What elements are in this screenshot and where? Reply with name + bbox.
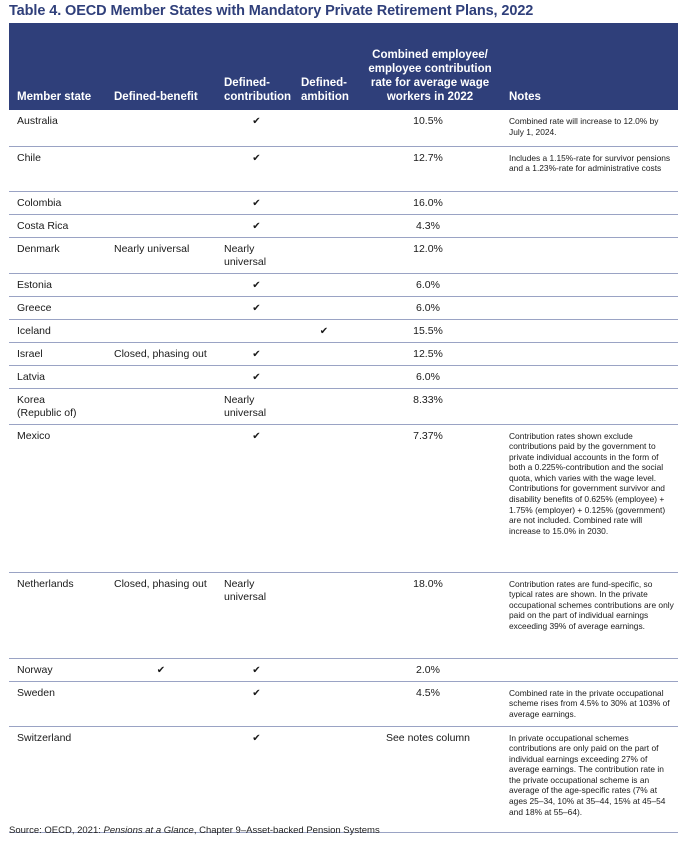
notes-cell xyxy=(501,319,678,342)
defined-contribution-checkmark-icon: ✔ xyxy=(216,342,297,365)
defined-benefit-cell: Nearly universal xyxy=(106,237,216,273)
defined-ambition-cell xyxy=(297,273,355,296)
notes-cell: Includes a 1.15%-rate for survivor pensions and a 1.23%-rate for administrative costs xyxy=(501,146,678,191)
defined-benefit-cell xyxy=(106,191,216,214)
defined-benefit-cell xyxy=(106,388,216,424)
table-row xyxy=(9,273,678,296)
defined-contribution-cell xyxy=(216,319,297,342)
defined-benefit-cell xyxy=(106,296,216,319)
table-row xyxy=(9,424,678,572)
defined-contribution-checkmark-icon: ✔ xyxy=(216,273,297,296)
contribution-rate-cell: See notes column xyxy=(355,726,501,832)
notes-cell xyxy=(501,273,678,296)
defined-contribution-checkmark-icon: ✔ xyxy=(216,424,297,572)
table-header xyxy=(9,23,678,110)
member-state-cell: Australia xyxy=(9,110,106,146)
header-notes: Notes xyxy=(509,91,541,103)
contribution-rate-cell: 4.5% xyxy=(355,681,501,726)
contribution-rate-cell: 12.5% xyxy=(355,342,501,365)
defined-ambition-cell xyxy=(297,365,355,388)
header-defined-benefit: Defined-benefit xyxy=(114,91,198,103)
table-row xyxy=(9,237,678,273)
notes-cell xyxy=(501,296,678,319)
defined-ambition-cell xyxy=(297,146,355,191)
defined-benefit-cell xyxy=(106,726,216,832)
member-state-cell: Norway xyxy=(9,658,106,681)
notes-cell xyxy=(501,365,678,388)
notes-cell xyxy=(501,191,678,214)
defined-ambition-cell xyxy=(297,342,355,365)
defined-ambition-cell xyxy=(297,237,355,273)
table-body xyxy=(9,110,678,832)
member-state-cell: Chile xyxy=(9,146,106,191)
contribution-rate-cell: 2.0% xyxy=(355,658,501,681)
defined-contribution-checkmark-icon: ✔ xyxy=(216,214,297,237)
notes-cell xyxy=(501,658,678,681)
notes-cell: Contribution rates are fund-specific, so typical rates are shown. In the private occupational schemes contributions are only paid on the part of individual earnings exceeding 39% of average earnings. xyxy=(501,572,678,658)
contribution-rate-cell: 16.0% xyxy=(355,191,501,214)
member-state-cell: Netherlands xyxy=(9,572,106,658)
contribution-rate-cell: 15.5% xyxy=(355,319,501,342)
member-state-cell: Switzerland xyxy=(9,726,106,832)
table-row xyxy=(9,572,678,658)
table-row xyxy=(9,365,678,388)
defined-ambition-cell xyxy=(297,214,355,237)
defined-contribution-checkmark-icon: ✔ xyxy=(216,296,297,319)
table-row xyxy=(9,110,678,146)
defined-benefit-cell xyxy=(106,424,216,572)
defined-ambition-cell xyxy=(297,388,355,424)
member-state-cell: Israel xyxy=(9,342,106,365)
member-state-cell: Colombia xyxy=(9,191,106,214)
member-state-cell: Korea (Republic of) xyxy=(9,388,106,424)
header-row xyxy=(9,23,678,110)
defined-benefit-cell: Closed, phasing out xyxy=(106,342,216,365)
table-row xyxy=(9,191,678,214)
defined-ambition-cell xyxy=(297,658,355,681)
retirement-plans-table xyxy=(9,23,678,833)
member-state-cell: Costa Rica xyxy=(9,214,106,237)
defined-contribution-checkmark-icon: ✔ xyxy=(216,146,297,191)
table-row xyxy=(9,296,678,319)
defined-benefit-cell xyxy=(106,365,216,388)
defined-benefit-cell: Closed, phasing out xyxy=(106,572,216,658)
source-note xyxy=(9,825,380,836)
contribution-rate-cell: 6.0% xyxy=(355,273,501,296)
notes-cell: Combined rate will increase to 12.0% by July 1, 2024. xyxy=(501,110,678,146)
member-state-cell: Iceland xyxy=(9,319,106,342)
member-state-cell: Mexico xyxy=(9,424,106,572)
defined-benefit-cell xyxy=(106,273,216,296)
table-row xyxy=(9,726,678,832)
header-defined-contribution: Defined- contribution xyxy=(224,77,292,103)
contribution-rate-cell: 10.5% xyxy=(355,110,501,146)
defined-ambition-cell xyxy=(297,110,355,146)
table-row xyxy=(9,342,678,365)
member-state-cell: Sweden xyxy=(9,681,106,726)
source-suffix: , Chapter 9–Asset-backed Pension Systems xyxy=(193,825,380,836)
member-state-cell: Latvia xyxy=(9,365,106,388)
contribution-rate-cell: 6.0% xyxy=(355,296,501,319)
defined-benefit-cell xyxy=(106,319,216,342)
notes-cell xyxy=(501,237,678,273)
notes-cell: Combined rate in the private occupational scheme rises from 4.5% to 30% at 103% of average earnings. xyxy=(501,681,678,726)
defined-ambition-cell xyxy=(297,296,355,319)
member-state-cell: Denmark xyxy=(9,237,106,273)
defined-contribution-cell: Nearly universal xyxy=(216,237,297,273)
table-row xyxy=(9,658,678,681)
defined-contribution-checkmark-icon: ✔ xyxy=(216,191,297,214)
notes-cell xyxy=(501,388,678,424)
table-row xyxy=(9,146,678,191)
notes-cell xyxy=(501,342,678,365)
contribution-rate-cell: 12.0% xyxy=(355,237,501,273)
contribution-rate-cell: 4.3% xyxy=(355,214,501,237)
header-member-state: Member state xyxy=(17,91,92,103)
notes-cell xyxy=(501,214,678,237)
defined-benefit-cell xyxy=(106,681,216,726)
notes-cell: Contribution rates shown exclude contributions paid by the government to private individual accounts in the form of both a 0.225%-contribution and the social quota, which varies with the wage level. Contributions for government survivor and disability benefits of 0.625% (employee) + 1.75% (employer) + 0.125% (government) are not included. Combined rate will increase to 15.0% in 2030. xyxy=(501,424,678,572)
header-contribution-rate: Combined employee/ employee contribution rate for average wage workers in 2022 xyxy=(368,49,492,103)
table-row xyxy=(9,681,678,726)
defined-ambition-cell xyxy=(297,726,355,832)
defined-contribution-cell: Nearly universal xyxy=(216,388,297,424)
defined-contribution-checkmark-icon: ✔ xyxy=(216,658,297,681)
defined-ambition-cell xyxy=(297,424,355,572)
notes-cell: In private occupational schemes contributions are only paid on the part of individual earnings exceeding 27% of average earnings. The contribution rate in the private occupational scheme is an average of the age-specific rates (7% at ages 25–34, 10% at 35–44, 15% at 45–54 and 18% at 55–64). xyxy=(501,726,678,832)
table-title: Table 4. OECD Member States with Mandatory Private Retirement Plans, 2022 xyxy=(9,3,534,19)
defined-ambition-cell xyxy=(297,681,355,726)
table-row xyxy=(9,214,678,237)
contribution-rate-cell: 7.37% xyxy=(355,424,501,572)
table-row xyxy=(9,319,678,342)
contribution-rate-cell: 8.33% xyxy=(355,388,501,424)
contribution-rate-cell: 18.0% xyxy=(355,572,501,658)
defined-benefit-cell xyxy=(106,110,216,146)
source-prefix: Source: OECD, 2021: xyxy=(9,825,104,836)
defined-benefit-checkmark-icon: ✔ xyxy=(106,658,216,681)
defined-ambition-cell xyxy=(297,572,355,658)
contribution-rate-cell: 12.7% xyxy=(355,146,501,191)
defined-ambition-cell xyxy=(297,191,355,214)
defined-contribution-checkmark-icon: ✔ xyxy=(216,365,297,388)
table-row xyxy=(9,388,678,424)
defined-contribution-checkmark-icon: ✔ xyxy=(216,110,297,146)
defined-contribution-checkmark-icon: ✔ xyxy=(216,681,297,726)
defined-benefit-cell xyxy=(106,214,216,237)
defined-benefit-cell xyxy=(106,146,216,191)
member-state-cell: Greece xyxy=(9,296,106,319)
member-state-cell: Estonia xyxy=(9,273,106,296)
defined-contribution-cell: Nearly universal xyxy=(216,572,297,658)
source-publication: Pensions at a Glance xyxy=(103,825,194,836)
header-defined-ambition: Defined- ambition xyxy=(301,77,349,103)
defined-contribution-checkmark-icon: ✔ xyxy=(216,726,297,832)
contribution-rate-cell: 6.0% xyxy=(355,365,501,388)
defined-ambition-checkmark-icon: ✔ xyxy=(297,319,355,342)
